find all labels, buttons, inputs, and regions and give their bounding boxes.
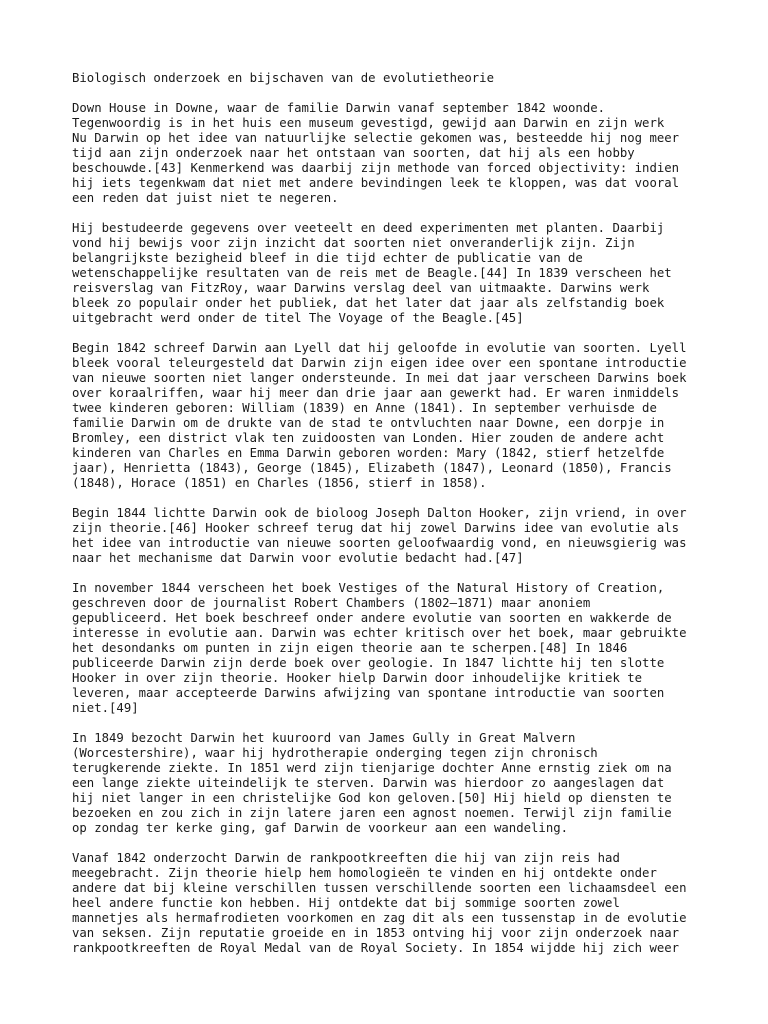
paragraph-line: Tegenwoordig is in het huis een museum gevestigd, gewijd aan Darwin en zijn werk xyxy=(72,116,665,130)
paragraph-line: mannetjes als hermafrodieten voorkomen en zag dit als een tussenstap in de evolutie xyxy=(72,911,687,925)
paragraph-line: andere dat bij kleine verschillen tussen verschillende soorten een lichaamsdeel een xyxy=(72,881,687,895)
paragraph xyxy=(72,221,768,326)
paragraph-line: In november 1844 verscheen het boek Vestiges of the Natural History of Creation, xyxy=(72,581,665,595)
paragraph-line: van seksen. Zijn reputatie groeide en in 1853 ontving hij voor zijn onderzoek naar xyxy=(72,926,680,940)
paragraph-line: meegebracht. Zijn theorie hielp hem homologieën te vinden en hij ontdekte onder xyxy=(72,866,657,880)
paragraph-line: hij niet langer in een christelijke God kon geloven.[50] Hij hield op diensten te xyxy=(72,791,672,805)
paragraph-line: (1848), Horace (1851) en Charles (1856, stierf in 1858). xyxy=(72,476,487,490)
paragraph-line: hij iets tegenkwam dat niet met andere bevindingen leek te kloppen, was dat vooral xyxy=(72,176,680,190)
paragraph-line: bleek zo populair onder het publiek, dat het later dat jaar als zelfstandig boek xyxy=(72,296,665,310)
paragraph-line: over koraalriffen, waar hij meer dan drie jaar aan gewerkt had. Er waren inmiddels xyxy=(72,386,680,400)
paragraph-line: zijn theorie.[46] Hooker schreef terug dat hij zowel Darwins idee van evolutie als xyxy=(72,521,680,535)
paragraph-line: bezoeken en zou zich in zijn latere jaren een agnost noemen. Terwijl zijn familie xyxy=(72,806,672,820)
document-body xyxy=(72,101,768,956)
paragraph-line: (Worcestershire), waar hij hydrotherapie onderging tegen zijn chronisch xyxy=(72,746,598,760)
paragraph xyxy=(72,851,768,956)
paragraph-line: niet.[49] xyxy=(72,701,139,715)
paragraph-line: jaar), Henrietta (1843), George (1845), Elizabeth (1847), Leonard (1850), Francis xyxy=(72,461,672,475)
paragraph-line: heel andere functie kon hebben. Hij ontdekte dat bij sommige soorten zowel xyxy=(72,896,620,910)
paragraph-line: uitgebracht werd onder de titel The Voyage of the Beagle.[45] xyxy=(72,311,524,325)
paragraph-line: wetenschappelijke resultaten van de reis met de Beagle.[44] In 1839 verscheen het xyxy=(72,266,672,280)
paragraph-line: Hooker in over zijn theorie. Hooker hielp Darwin door inhoudelijke kritiek te xyxy=(72,671,643,685)
paragraph-line: publiceerde Darwin zijn derde boek over geologie. In 1847 lichtte hij ten slotte xyxy=(72,656,665,670)
paragraph-line: gepubliceerd. Het boek beschreef onder andere evolutie van soorten en wakkerde de xyxy=(72,611,672,625)
paragraph-line: leveren, maar accepteerde Darwins afwijzing van spontane introductie van soorten xyxy=(72,686,665,700)
paragraph-line: van nieuwe soorten niet langer ondersteunde. In mei dat jaar verscheen Darwins boek xyxy=(72,371,687,385)
paragraph-line: Vanaf 1842 onderzocht Darwin de rankpootkreeften die hij van zijn reis had xyxy=(72,851,620,865)
paragraph-line: Down House in Downe, waar de familie Darwin vanaf september 1842 woonde. xyxy=(72,101,606,115)
document-title: Biologisch onderzoek en bijschaven van de evolutietheorie xyxy=(72,71,494,85)
paragraph-line: bleek vooral teleurgesteld dat Darwin zijn eigen idee over een spontane introductie xyxy=(72,356,687,370)
paragraph-line: naar het mechanisme dat Darwin voor evolutie bedacht had.[47] xyxy=(72,551,524,565)
paragraph xyxy=(72,341,768,491)
paragraph-line: tijd aan zijn onderzoek naar het ontstaan van soorten, dat hij als een hobby xyxy=(72,146,635,160)
paragraph-line: het desondanks om punten in zijn eigen theorie aan te scherpen.[48] In 1846 xyxy=(72,641,628,655)
paragraph-line: Begin 1842 schreef Darwin aan Lyell dat hij geloofde in evolutie van soorten. Lyell xyxy=(72,341,687,355)
paragraph-line: geschreven door de journalist Robert Chambers (1802–1871) maar anoniem xyxy=(72,596,591,610)
paragraph-line: familie Darwin om de drukte van de stad te ontvluchten naar Downe, een dorpje in xyxy=(72,416,665,430)
paragraph xyxy=(72,101,768,206)
paragraph-line: een reden dat juist niet te negeren. xyxy=(72,191,339,205)
paragraph-line: beschouwde.[43] Kenmerkend was daarbij zijn methode van forced objectivity: indien xyxy=(72,161,680,175)
paragraph-line: een lange ziekte uiteindelijk te sterven. Darwin was hierdoor zo aangeslagen dat xyxy=(72,776,665,790)
paragraph-line: Nu Darwin op het idee van natuurlijke selectie gekomen was, besteedde hij nog meer xyxy=(72,131,680,145)
paragraph-line: In 1849 bezocht Darwin het kuuroord van James Gully in Great Malvern xyxy=(72,731,576,745)
paragraph-line: op zondag ter kerke ging, gaf Darwin de voorkeur aan een wandeling. xyxy=(72,821,569,835)
paragraph xyxy=(72,506,768,566)
paragraph xyxy=(72,731,768,836)
paragraph xyxy=(72,581,768,716)
paragraph-line: reisverslag van FitzRoy, waar Darwins verslag deel van uitmaakte. Darwins werk xyxy=(72,281,650,295)
paragraph-line: belangrijkste bezigheid bleef in die tijd echter de publicatie van de xyxy=(72,251,583,265)
paragraph-line: terugkerende ziekte. In 1851 werd zijn tienjarige dochter Anne ernstig ziek om na xyxy=(72,761,672,775)
paragraph-line: Hij bestudeerde gegevens over veeteelt en deed experimenten met planten. Daarbij xyxy=(72,221,665,235)
paragraph-line: twee kinderen geboren: William (1839) en Anne (1841). In september verhuisde de xyxy=(72,401,657,415)
paragraph-line: kinderen van Charles en Emma Darwin geboren worden: Mary (1842, stierf hetzelfde xyxy=(72,446,665,460)
paragraph-line: vond hij bewijs voor zijn inzicht dat soorten niet onveranderlijk zijn. Zijn xyxy=(72,236,635,250)
paragraph-line: Bromley, een district vlak ten zuidoosten van Londen. Hier zouden de andere acht xyxy=(72,431,665,445)
paragraph-line: interesse in evolutie aan. Darwin was echter kritisch over het boek, maar gebruikte xyxy=(72,626,687,640)
paragraph-line: het idee van introductie van nieuwe soorten geloofwaardig vond, en nieuwsgierig was xyxy=(72,536,687,550)
paragraph-line: rankpootkreeften de Royal Medal van de Royal Society. In 1854 wijdde hij zich weer xyxy=(72,941,680,955)
paragraph-line: Begin 1844 lichtte Darwin ook de bioloog Joseph Dalton Hooker, zijn vriend, in over xyxy=(72,506,687,520)
